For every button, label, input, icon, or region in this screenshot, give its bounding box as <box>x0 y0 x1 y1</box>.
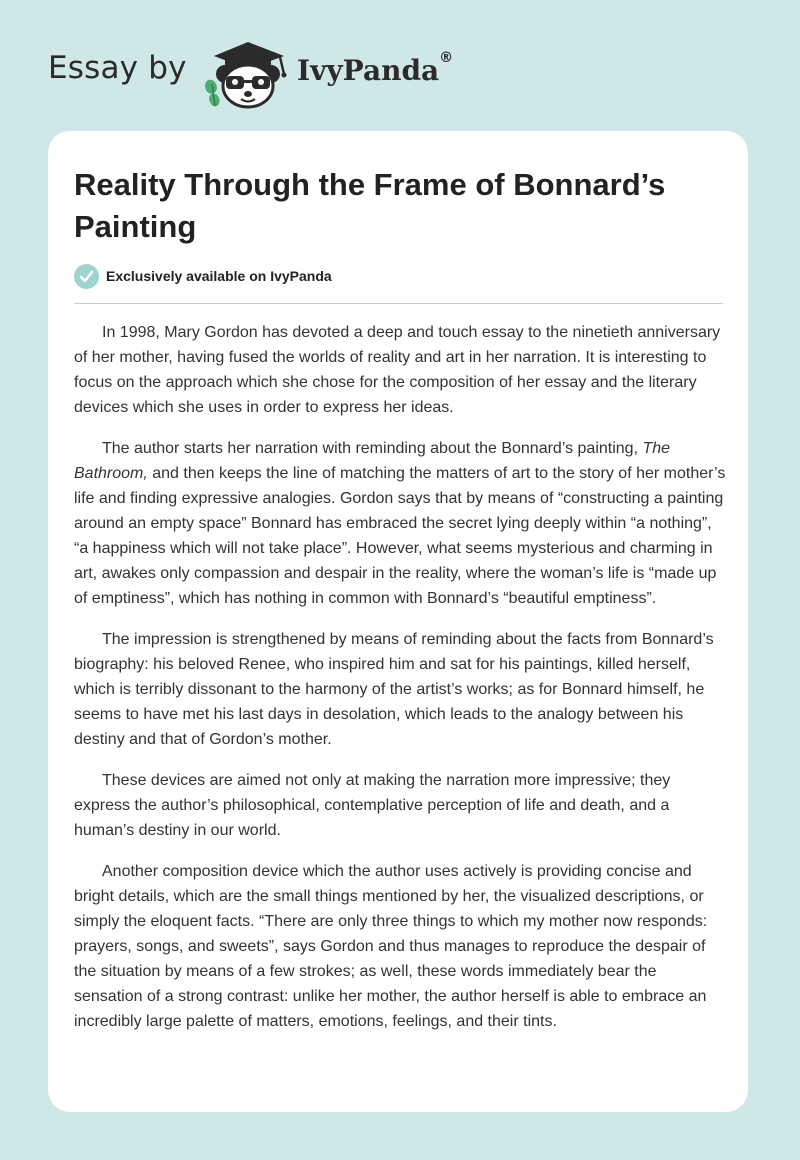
paragraph: Another composition device which the author uses actively is providing concise and bright details, which are the small things mentioned by her, the visualized descriptions, or simply the eloquent facts. “There are only three things to which my mother now responds: prayers, songs, and sweets”, says Gordon and thus manages to reproduce the despair of the situation by means of a few strokes; as well, these words immediately bear the sensation of a strong contrast: unlike her mother, the author herself is able to embrace an incredibly large palette of matters, emotions, feelings, and their tints. <box>74 863 708 1030</box>
paragraph: The impression is strengthened by means of reminding about the facts from Bonnard’s biography: his beloved Renee, who inspired him and sat for his paintings, killed herself, which is terribly dissonant to the harmony of the artist’s works; as for Bonnard himself, he seems to have met his last days in desolation, which leads to the analogy between his destiny and that of Gordon’s mother. <box>74 631 714 748</box>
paragraph: The author starts her narration with reminding about the Bonnard’s painting, The Bathroom, and then keeps the line of matching the matters of art to the story of her mother’s life and finding expressive analogies. Gordon says that by means of “constructing a painting around an empty space” Bonnard has embraced the secret lying deeply within “a nothing”, “a happiness which will not take place”. However, what seems mysterious and charming in art, awakes only compassion and despair in the reality, where the woman’s life is “made up of emptiness”, which has nothing in common with Bonnard’s “beautiful emptiness”. <box>74 440 726 607</box>
exclusive-badge <box>74 263 332 289</box>
brand-prefix: Essay by <box>48 50 187 86</box>
divider <box>74 303 723 304</box>
check-icon <box>74 264 99 289</box>
essay-body <box>74 320 726 1050</box>
paragraph: In 1998, Mary Gordon has devoted a deep and touch essay to the ninetieth anniversary of her mother, having fused the worlds of reality and art in her narration. It is interesting to focus on the approach which she chose for the composition of her essay and the literary devices which she uses in order to express her ideas. <box>74 324 721 416</box>
paragraph: These devices are aimed not only at making the narration more impressive; they express the author’s philosophical, contemplative perception of life and death, and a human’s destiny in our world. <box>74 772 671 839</box>
registered-mark: ® <box>439 50 454 66</box>
page-title: Reality Through the Frame of Bonnard’s Painting <box>74 167 666 244</box>
essay-card <box>48 131 748 1112</box>
panda-logo-icon[interactable] <box>200 36 296 110</box>
site-header <box>0 0 800 130</box>
painting-title: The Bathroom, <box>74 440 671 482</box>
badge-label: Exclusively available on IvyPanda <box>106 268 332 284</box>
brand-name: IvyPanda® <box>297 50 454 87</box>
